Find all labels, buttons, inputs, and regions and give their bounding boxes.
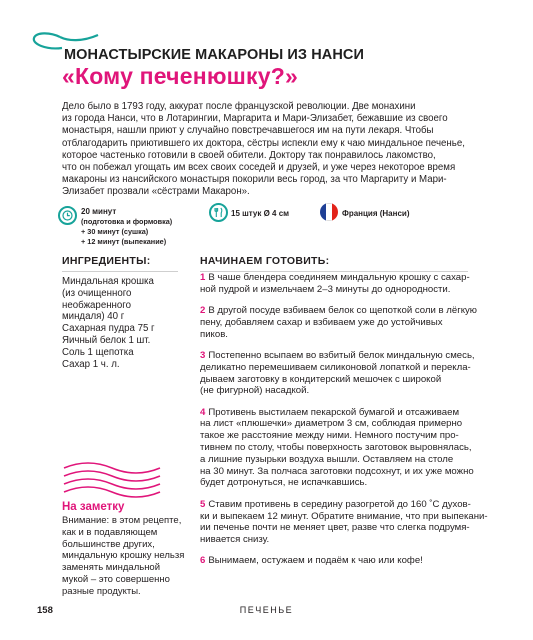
- note-heading: На заметку: [62, 501, 125, 513]
- note-body: [62, 515, 186, 598]
- step-number: 6: [200, 555, 206, 567]
- intro-paragraph: [62, 101, 482, 199]
- recipe-kicker: МОНАСТЫРСКИЕ МАКАРОНЫ ИЗ НАНСИ: [64, 47, 365, 63]
- ingredient-line: Соль 1 щепотка: [62, 346, 134, 358]
- step-line: на лист «плюшечки» диаметром 3 см, соблюдая примерно: [200, 418, 463, 430]
- step-line: а лишние пузырьки воздуха вышли. Оставляем на столе: [200, 453, 454, 465]
- clock-icon: [58, 206, 77, 225]
- note-line: Внимание: в этом рецепте,: [62, 515, 182, 526]
- step-line: дываем заготовку в кондитерский мешочек с широкой: [200, 373, 442, 385]
- note-line: большинстве других,: [62, 538, 155, 550]
- step-line: ии печенье почти не меняет цвет, разве что слегка подрумя-: [200, 522, 470, 534]
- intro-line: Элизабет прозвали «сёстрами Макарон».: [62, 186, 250, 198]
- section-name: ПЕЧЕНЬЕ: [239, 605, 294, 615]
- step-line: пену, добавляем сахар и взбиваем уже до устойчивых: [200, 316, 443, 328]
- step-line: (не фигурной) насадкой.: [200, 385, 310, 397]
- step-line: нивается снизу.: [200, 534, 270, 546]
- intro-line: которое частенько готовили в своей обители. Доктору так понравилось лакомство,: [62, 149, 436, 161]
- decorative-waves-icon: [58, 460, 166, 498]
- method-heading: НАЧИНАЕМ ГОТОВИТЬ:: [200, 255, 468, 272]
- recipe-title: «Кому печенюшку?»: [62, 63, 298, 89]
- note-line: как и в подавляющем: [62, 526, 158, 538]
- step-line: Ставим противень в середину разогретой до 160 ˚С духов-: [208, 498, 471, 510]
- step-number: 5: [200, 498, 206, 510]
- ingredient-line: миндаля) 40 г: [62, 311, 125, 323]
- step-line: тивнем по столу, чтобы поверхность заготовок выровнялась,: [200, 442, 472, 454]
- step-number: 1: [200, 272, 206, 283]
- ingredient-line: (из очищенного: [62, 287, 132, 299]
- note-line: миндальную крошку нельзя: [62, 550, 185, 562]
- step-number: 3: [200, 349, 206, 361]
- step-line: Вынимаем, остужаем и подаём к чаю или кофе!: [208, 555, 423, 567]
- ingredient-line: Миндальная крошка: [62, 276, 154, 287]
- step-number: 4: [200, 406, 206, 418]
- intro-line: отблагодарить приютившего их доктора, сёстры испекли ему к чаю миндальное печенье,: [62, 137, 465, 149]
- servings: 15 штук Ø 4 см: [231, 209, 290, 218]
- step-line: пиков.: [200, 328, 228, 340]
- step-line: деликатно перемешиваем силиконовой лопаткой и перекла-: [200, 361, 471, 373]
- step-line: будет дотронуться, не испачкавшись.: [200, 477, 368, 489]
- note-line: заменять миндальной: [62, 562, 161, 574]
- method-step: [200, 350, 490, 397]
- origin: Франция (Нанси): [342, 209, 410, 218]
- step-line: ной пудрой и измельчаем 2–3 минуты до однородности.: [200, 283, 451, 295]
- french-flag-icon: [320, 203, 338, 221]
- note-line: мукой – это совершенно: [62, 573, 170, 585]
- note-line: разные продукты.: [62, 585, 141, 597]
- step-line: такое же расстояние между ними. Немного постучим про-: [200, 430, 459, 442]
- time-baking: + 12 минут (выпекание): [81, 237, 167, 246]
- intro-line: Дело было в 1793 году, аккурат после французской революции. Две монахини: [62, 101, 416, 112]
- step-line: Противень выстилаем пекарской бумагой и отсаживаем: [208, 406, 460, 418]
- intro-line: что он побежал угощать им всех своих соседей и друзей, и уже через некоторое время: [62, 162, 456, 174]
- method-step: [200, 305, 490, 340]
- step-line: Постепенно всыпаем во взбитый белок миндальную смесь,: [208, 349, 475, 361]
- intro-line: из города Нанси, что в Лотарингии, Маргарита и Мари-Элизабет, бежавшие из своего: [62, 113, 448, 125]
- page-number: 158: [37, 605, 53, 616]
- step-line: В другой посуде взбиваем белок со щепоткой соли в лёгкую: [208, 305, 477, 317]
- time-drying: + 30 минут (сушка): [81, 227, 149, 236]
- cutlery-icon: [209, 203, 228, 222]
- ingredients-list: [62, 276, 182, 370]
- method-step: [200, 272, 490, 296]
- time-prep: 20 минут: [81, 207, 117, 216]
- ingredient-line: Яичный белок 1 шт.: [62, 334, 151, 346]
- method-step: [200, 499, 490, 546]
- time-block: [81, 207, 172, 247]
- intro-line: макароны из нансийского монастыря покорили весь город, за что Маргариту и Мари-: [62, 174, 447, 186]
- method-steps: [200, 272, 490, 577]
- ingredient-line: Сахар 1 ч. л.: [62, 358, 120, 370]
- ingredient-line: Сахарная пудра 75 г: [62, 323, 155, 335]
- time-prep-note: (подготовка и формовка): [81, 217, 173, 226]
- step-number: 2: [200, 305, 206, 317]
- method-step: [200, 555, 490, 567]
- ingredient-line: необжаренного: [62, 299, 132, 311]
- intro-line: монастыря, нашли приют у случайно повстречавшегося им на пути лекаря. Чтобы: [62, 125, 434, 137]
- step-line: на 30 минут. За полчаса заготовки подсохнут, и их уже можно: [200, 465, 474, 477]
- step-line: В чаше блендера соединяем миндальную крошку с сахар-: [208, 272, 470, 283]
- step-line: ки и выпекаем 12 минут. Обратите внимание, что при выпекани-: [200, 510, 488, 522]
- ingredients-heading: ИНГРЕДИЕНТЫ:: [62, 255, 178, 272]
- method-step: [200, 407, 490, 490]
